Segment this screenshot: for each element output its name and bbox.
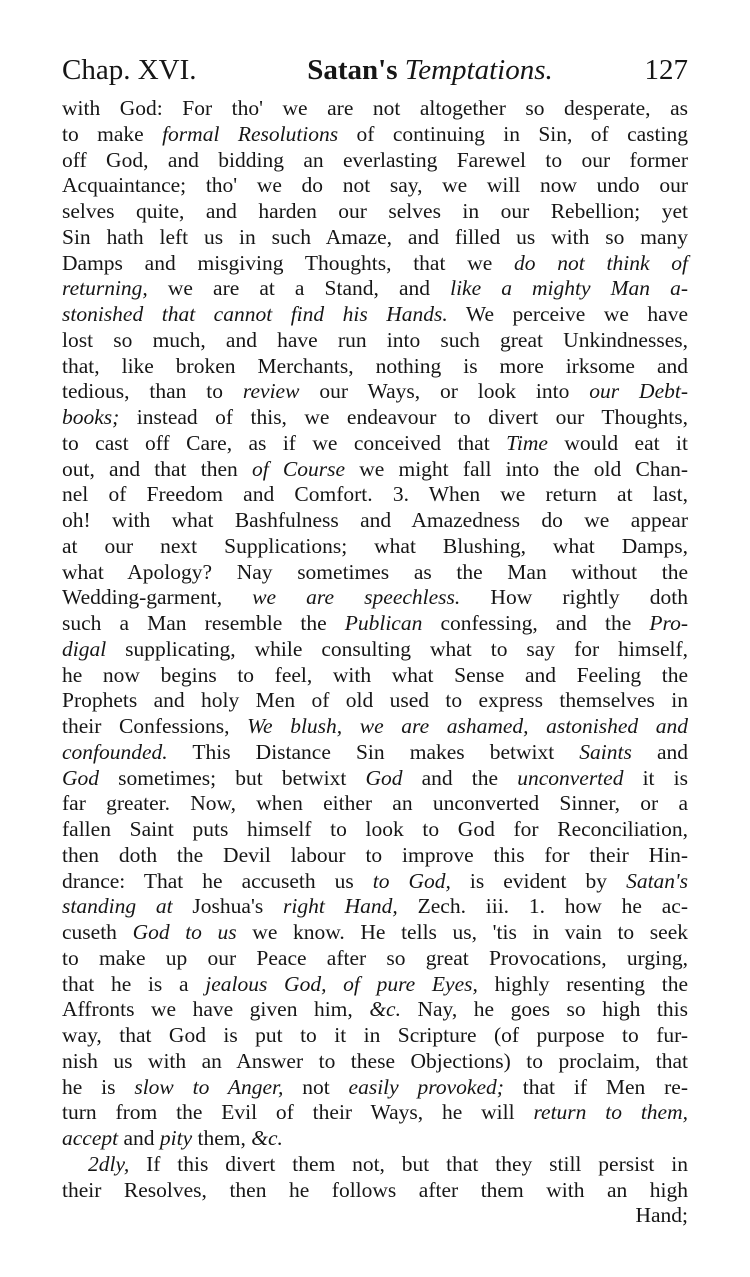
text-segment: he is <box>62 1074 135 1099</box>
text-segment: We perceive we have <box>447 302 688 326</box>
text-segment: far greater. Now, when either an unconverted Sinner, or a <box>62 791 688 816</box>
text-segment: turn from the Evil of their Ways, he will <box>62 1100 534 1125</box>
text-segment: Nay, he goes so high this <box>400 997 689 1022</box>
catchword: Hand; <box>635 1203 688 1228</box>
italic-segment: our Debt- <box>589 379 688 404</box>
text-line <box>62 251 688 277</box>
text-line <box>62 199 688 225</box>
italic-segment: We blush, we are ashamed, astonished and <box>247 714 688 738</box>
text-segment: what Apology? Nay sometimes as the Man without the <box>62 559 688 584</box>
text-segment: he now begins to feel, with what Sense and Feeling the <box>62 662 688 687</box>
italic-segment: books; <box>62 405 120 429</box>
italic-segment: 2dly, <box>88 1151 130 1176</box>
text-segment: How rightly doth <box>460 585 688 610</box>
italic-segment: &c. <box>251 1126 283 1150</box>
text-segment: Wedding-garment, <box>62 585 253 610</box>
text-line <box>62 354 688 380</box>
text-segment: supplicating, while consulting what to say for himself, <box>106 636 688 661</box>
text-segment: sometimes; but betwixt <box>99 765 366 790</box>
text-line <box>62 122 688 148</box>
text-segment: and the <box>402 765 518 790</box>
text-segment: to cast off Care, as if we conceived that <box>62 430 507 455</box>
text-segment: Affronts we have given him, <box>62 997 370 1022</box>
text-segment: confessing, and the <box>422 611 650 635</box>
text-segment: that, like broken Merchants, nothing is more irksome and <box>62 353 688 378</box>
text-line <box>62 843 688 869</box>
text-line <box>62 482 688 508</box>
italic-segment: unconverted <box>517 765 624 790</box>
text-segment: cuseth <box>62 920 133 944</box>
italic-segment: &c. <box>369 997 401 1022</box>
text-line <box>62 869 688 895</box>
text-line <box>62 585 688 611</box>
italic-segment: returning, <box>62 276 148 301</box>
text-line <box>62 379 688 405</box>
text-line <box>62 1100 688 1126</box>
chapter-label: Chap. XVI. <box>62 54 197 86</box>
italic-segment: Time <box>506 430 548 455</box>
text-segment: If this divert them not, but that they still persist in <box>129 1151 688 1176</box>
italic-segment: Satan's <box>626 868 689 893</box>
text-segment: nel of Freedom and Comfort. 3. When we return at last, <box>62 482 688 507</box>
page-number: 127 <box>644 54 688 86</box>
text-segment: and <box>118 1126 160 1150</box>
italic-segment: Publican <box>344 611 423 635</box>
italic-segment: return to them, <box>533 1100 688 1125</box>
italic-segment: like a mighty Man a- <box>450 276 689 301</box>
text-segment: oh! with what Bashfulness and Amazedness do we appear <box>62 508 688 532</box>
text-segment: to make up our Peace after so great Provocations, urging, <box>62 945 688 970</box>
italic-segment: accept <box>62 1126 119 1150</box>
text-line <box>62 946 688 972</box>
text-segment: drance: That he accuseth us <box>62 868 373 893</box>
text-line <box>62 714 688 740</box>
text-line <box>62 791 688 817</box>
italic-segment: God to us <box>132 920 237 944</box>
italic-segment: right Hand, <box>283 894 398 919</box>
italic-segment: standing at <box>62 894 173 919</box>
text-line <box>62 457 688 483</box>
text-segment: selves quite, and harden our selves in our Rebellion; yet <box>62 199 688 223</box>
text-segment: nish us with an Answer to these Objections) to proclaim, that <box>62 1048 688 1073</box>
text-line <box>62 560 688 586</box>
text-segment: that he is a <box>62 971 206 996</box>
text-line <box>62 688 688 714</box>
text-segment: Acquaintance; tho' we do not say, we will now undo our <box>62 173 688 198</box>
text-segment: Prophets and holy Men of old used to express themselves in <box>62 688 688 713</box>
text-segment: such a Man resemble the <box>62 611 345 635</box>
text-line <box>62 508 688 534</box>
text-segment: we know. He tells us, 'tis in vain to seek <box>236 920 688 944</box>
text-line <box>62 302 688 328</box>
text-line <box>62 997 688 1023</box>
text-segment: it is <box>623 765 688 790</box>
text-line <box>62 1178 688 1204</box>
text-line <box>62 894 688 920</box>
text-line <box>62 1023 688 1049</box>
text-line <box>62 1152 688 1178</box>
running-title <box>262 52 598 88</box>
text-segment: at our next Supplications; what Blushing, what Damps, <box>62 533 688 558</box>
text-line <box>62 328 688 354</box>
text-segment: with God: For tho' we are not altogether so desperate, as <box>62 96 688 120</box>
text-segment: them, <box>192 1126 252 1150</box>
running-head <box>62 52 688 92</box>
text-line <box>62 972 688 998</box>
italic-segment: stonished that cannot find his Hands. <box>62 302 448 326</box>
italic-segment: slow to Anger, <box>134 1074 284 1099</box>
text-segment: lost so much, and have run into such great Unkindnesses, <box>62 327 688 352</box>
body-text <box>62 96 688 1203</box>
italic-segment: of Course <box>251 456 345 481</box>
text-segment: instead of this, we endeavour to divert our Thoughts, <box>119 405 688 429</box>
text-line <box>62 173 688 199</box>
text-line <box>62 637 688 663</box>
text-segment: is evident by <box>450 868 627 893</box>
text-line <box>62 920 688 946</box>
text-segment: we might fall into the old Chan- <box>345 456 689 481</box>
text-segment: out, and that then <box>62 456 252 481</box>
text-segment: their Confessions, <box>62 714 248 738</box>
text-segment: that if Men re- <box>503 1074 688 1099</box>
text-segment: way, that God is put to it in Scripture (of purpose to fur- <box>62 1023 688 1047</box>
text-line <box>62 611 688 637</box>
text-line <box>62 740 688 766</box>
text-segment: off God, and bidding an everlasting Farewel to our former <box>62 147 688 172</box>
text-line <box>62 276 688 302</box>
italic-segment: formal Resolutions <box>162 121 339 146</box>
text-segment: our Ways, or look into <box>299 379 590 404</box>
text-line <box>62 817 688 843</box>
text-line <box>62 534 688 560</box>
italic-segment: confounded. <box>62 739 168 764</box>
italic-segment: we are speechless. <box>252 585 461 610</box>
running-title-italic: Temptations. <box>404 54 553 86</box>
text-segment: Sin hath left us in such Amaze, and filled us with so many <box>62 224 688 249</box>
text-segment: Damps and misgiving Thoughts, that we <box>62 250 515 275</box>
running-title-blackletter: Satan's <box>307 54 398 86</box>
text-segment: highly resenting the <box>477 971 688 996</box>
text-segment: This Distance Sin makes betwixt <box>167 739 580 764</box>
italic-segment: God <box>62 765 100 790</box>
text-line <box>62 96 688 122</box>
italic-segment: Pro- <box>649 611 688 635</box>
text-segment: not <box>283 1074 349 1099</box>
text-line <box>62 1049 688 1075</box>
text-segment: and <box>631 739 688 764</box>
italic-segment: digal <box>62 636 107 661</box>
text-segment: then doth the Devil labour to improve this for their Hin- <box>62 842 688 867</box>
text-segment: would eat it <box>547 430 688 455</box>
text-line <box>62 431 688 457</box>
text-segment: Joshua's <box>172 894 284 919</box>
text-line <box>62 225 688 251</box>
text-segment: we are at a Stand, and <box>147 276 451 301</box>
text-segment: their Resolves, then he follows after them with an high <box>62 1177 688 1202</box>
text-line <box>62 405 688 431</box>
italic-segment: easily provoked; <box>348 1074 504 1099</box>
italic-segment: to God, <box>372 868 451 893</box>
text-line <box>62 663 688 689</box>
text-line <box>62 148 688 174</box>
text-segment: to make <box>62 121 163 146</box>
italic-segment: pity <box>159 1126 193 1150</box>
text-segment: fallen Saint puts himself to look to God for Reconciliation, <box>62 817 688 841</box>
italic-segment: jealous God, of pure Eyes, <box>205 971 478 996</box>
text-line <box>62 1075 688 1101</box>
text-line <box>62 766 688 792</box>
italic-segment: review <box>242 379 300 404</box>
italic-segment: God <box>365 765 403 790</box>
italic-segment: do not think of <box>514 250 689 275</box>
italic-segment: Saints <box>579 739 632 764</box>
text-segment: Zech. iii. 1. how he ac- <box>397 894 688 919</box>
text-line <box>62 1126 688 1152</box>
text-segment: of continuing in Sin, of casting <box>338 121 688 146</box>
text-segment: tedious, than to <box>62 379 243 404</box>
